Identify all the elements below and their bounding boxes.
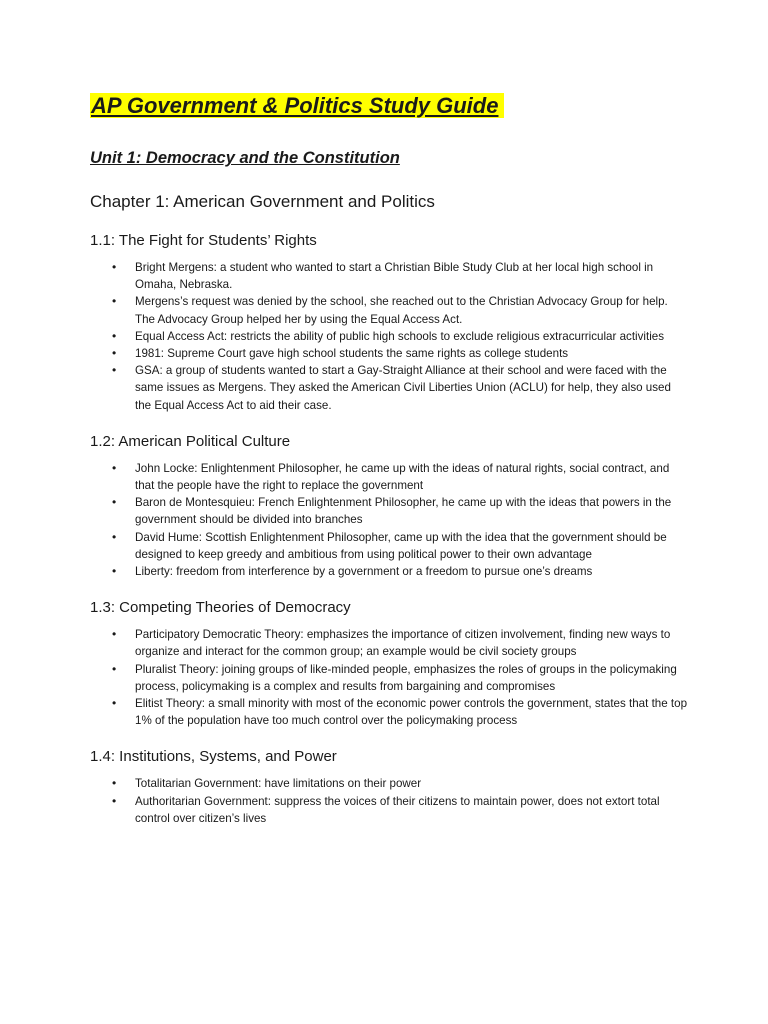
list-item: • Pluralist Theory: joining groups of like-minded people, emphasizes the roles of groups in the policymaking process, policymaking is a complex and results from bargaining and compromises xyxy=(135,661,690,695)
document-title xyxy=(90,90,690,122)
section-heading-1-3: 1.3: Competing Theories of Democracy xyxy=(90,599,351,617)
section-list-1-2 xyxy=(90,460,690,580)
chapter-heading: Chapter 1: American Government and Politics xyxy=(90,192,435,211)
list-item: • Totalitarian Government: have limitations on their power xyxy=(135,775,690,792)
list-item: • GSA: a group of students wanted to start a Gay-Straight Alliance at their school and were faced with the same issues as Mergens. They asked the American Civil Liberties Union (ACLU) for help, they also used the Equal Access Act to aid their case. xyxy=(135,362,690,414)
study-guide-page xyxy=(90,90,690,827)
list-item: • David Hume: Scottish Enlightenment Philosopher, came up with the idea that the government should be designed to keep greedy and ambitious from using political power to their own advantage xyxy=(135,529,690,563)
list-item: • Mergens’s request was denied by the school, she reached out to the Christian Advocacy Group for help. The Advocacy Group helped her by using the Equal Access Act. xyxy=(135,293,690,327)
list-item: • 1981: Supreme Court gave high school students the same rights as college students xyxy=(135,345,690,362)
section-list-1-1 xyxy=(90,259,690,414)
section-heading-1-4: 1.4: Institutions, Systems, and Power xyxy=(90,748,337,766)
list-item: • Baron de Montesquieu: French Enlightenment Philosopher, he came up with the ideas that powers in the government should be divided into branches xyxy=(135,494,690,528)
highlighted-title-text: AP Government & Politics Study Guide xyxy=(90,93,504,118)
list-item: • Authoritarian Government: suppress the voices of their citizens to maintain power, does not extort total control over citizen’s lives xyxy=(135,793,690,827)
section-list-1-3 xyxy=(90,626,690,729)
section-heading-1-2: 1.2: American Political Culture xyxy=(90,432,291,450)
section-heading-1-1: 1.1: The Fight for Students’ Rights xyxy=(90,232,317,249)
section-list-1-4 xyxy=(90,775,690,827)
list-item: • Bright Mergens: a student who wanted to start a Christian Bible Study Club at her local high school in Omaha, Nebraska. xyxy=(135,259,690,293)
list-item: • Liberty: freedom from interference by a government or a freedom to pursue one’s dreams xyxy=(135,563,690,580)
list-item: • Equal Access Act: restricts the ability of public high schools to exclude religious extracurricular activities xyxy=(135,328,690,345)
list-item: • Participatory Democratic Theory: emphasizes the importance of citizen involvement, finding new ways to organize and interact for the common group; an example would be civil society groups xyxy=(135,626,690,660)
unit-heading: Unit 1: Democracy and the Constitution xyxy=(90,149,400,167)
list-item: • John Locke: Enlightenment Philosopher, he came up with the ideas of natural rights, social contract, and that the people have the right to replace the government xyxy=(135,460,690,494)
list-item: • Elitist Theory: a small minority with most of the economic power controls the government, states that the top 1% of the population have too much control over the policymaking process xyxy=(135,695,690,729)
